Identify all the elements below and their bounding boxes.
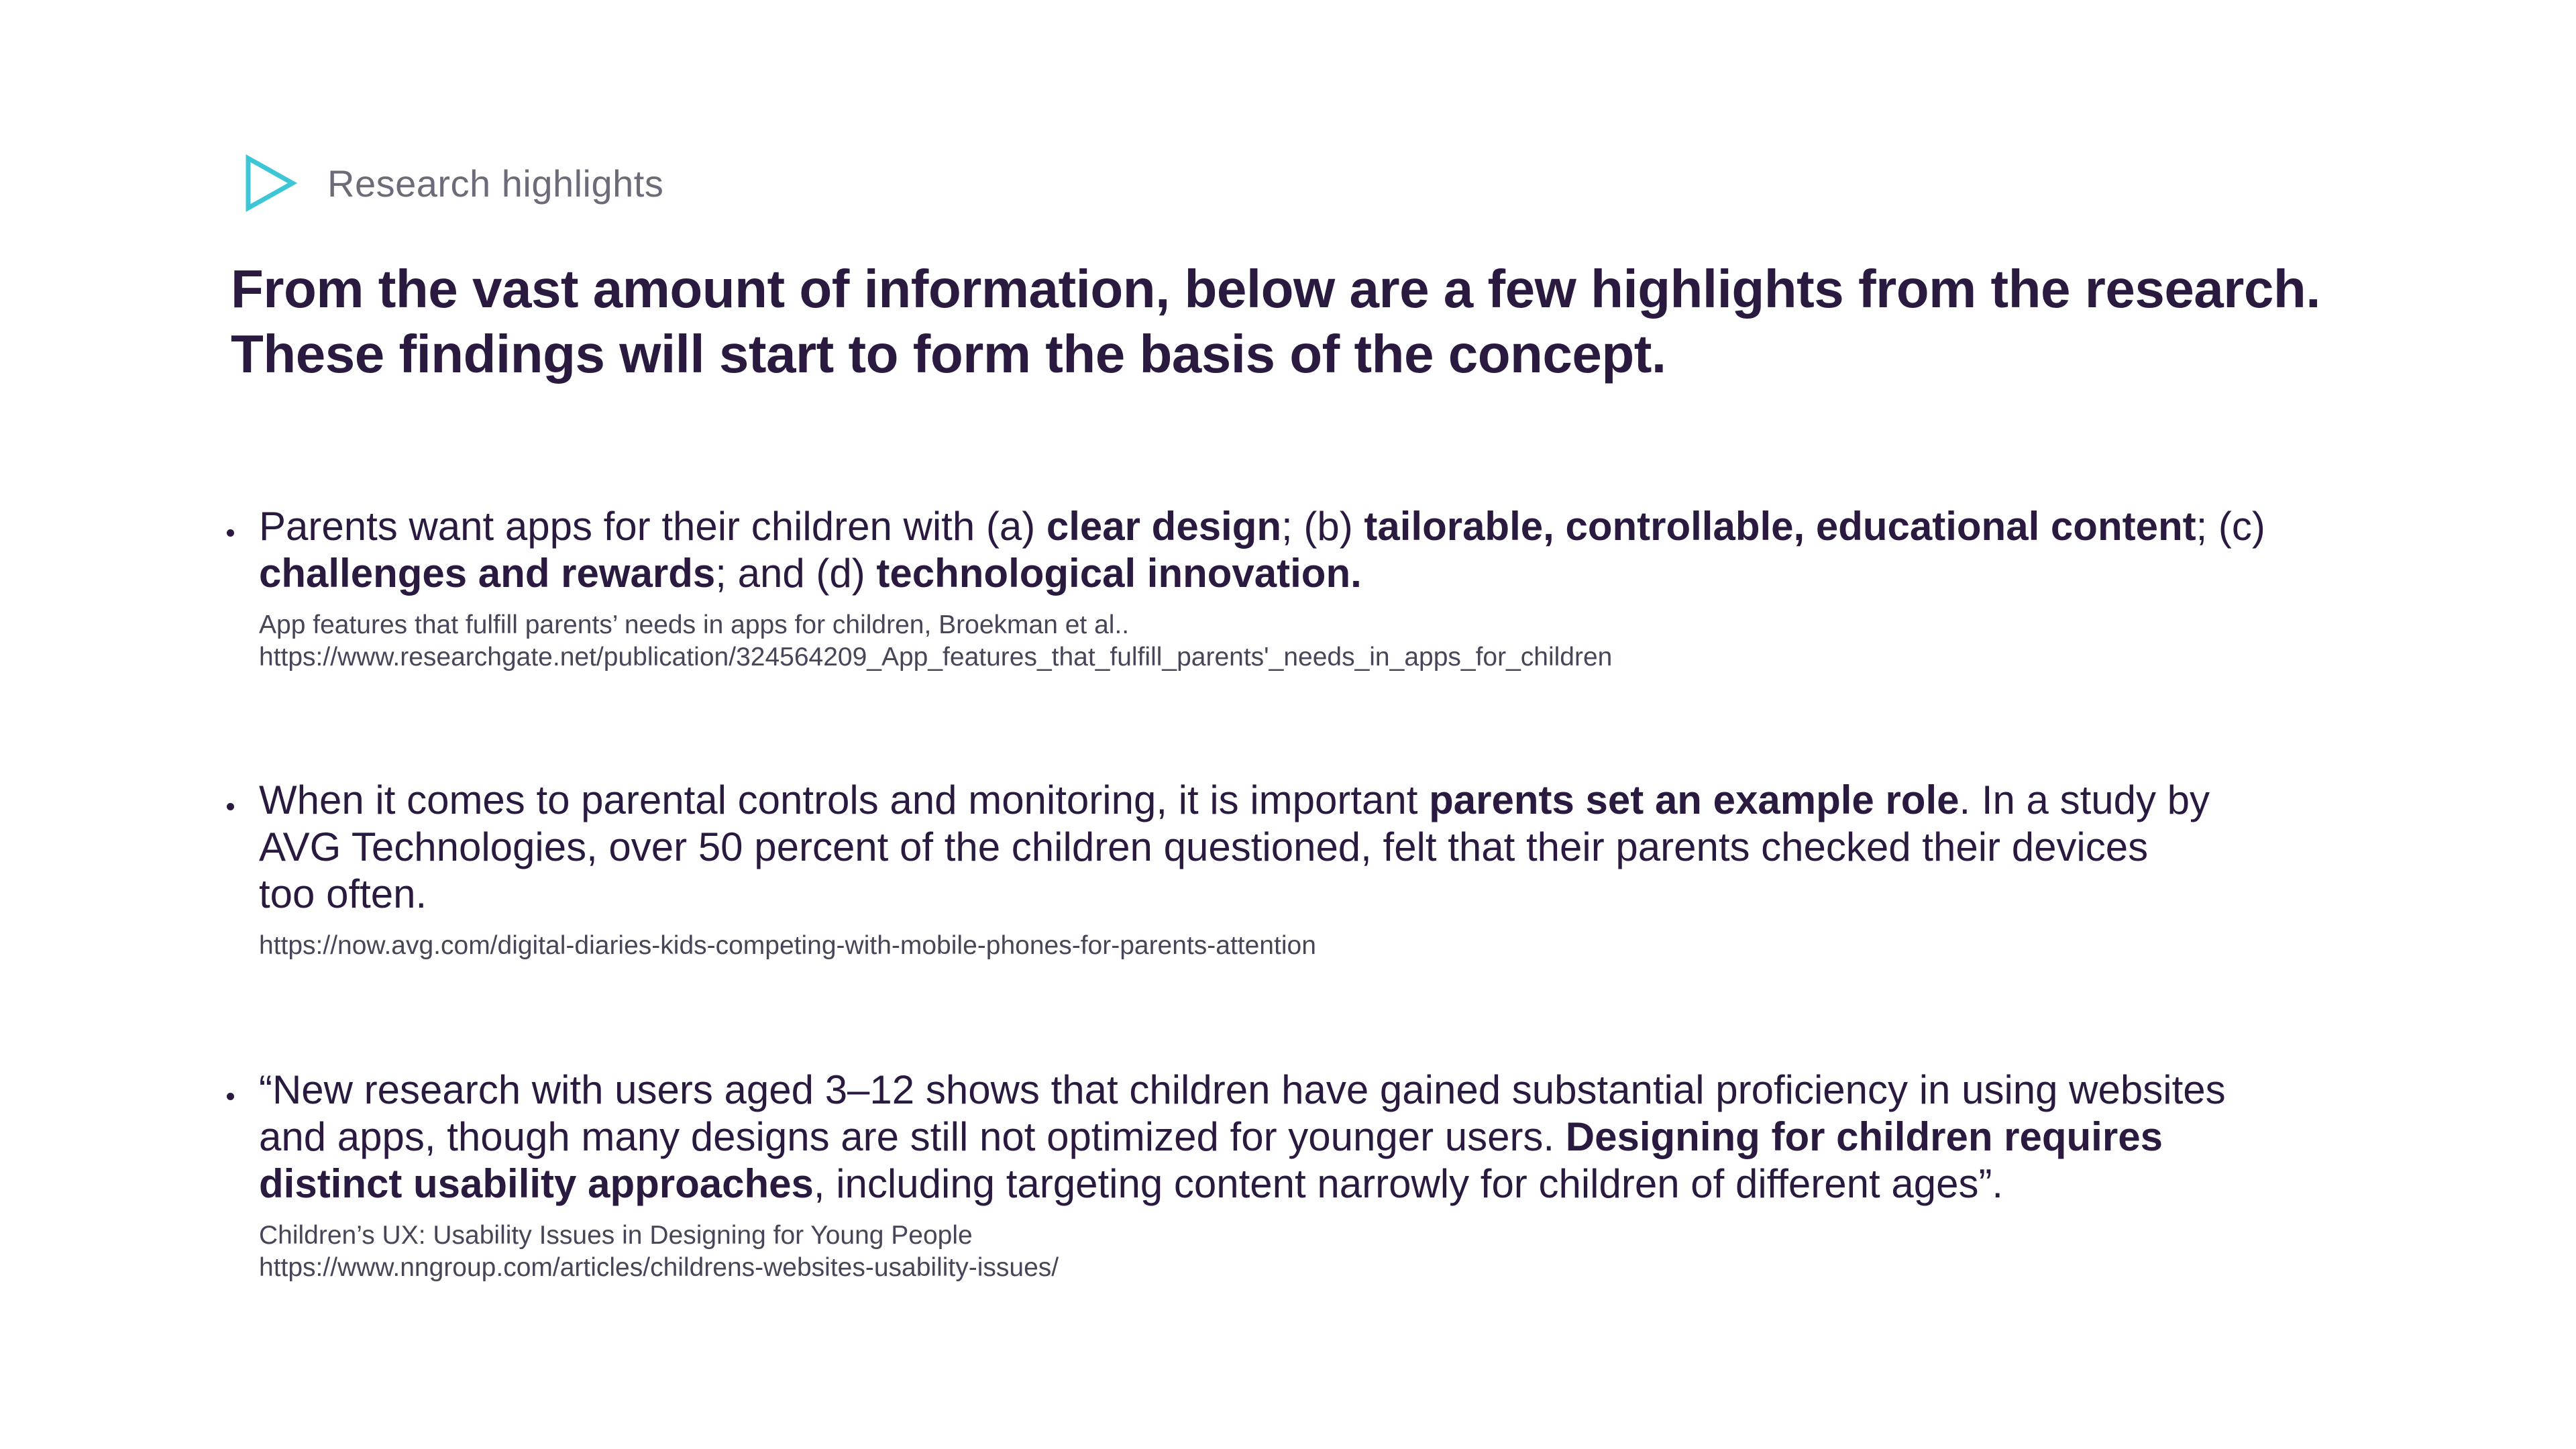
text-run: and apps, though many designs are still not optimized for younger users. [259, 1114, 1566, 1159]
play-outline-icon [243, 154, 298, 212]
text-line: “New research with users aged 3–12 shows that children have gained substantial proficiency in using websites [259, 1067, 2226, 1112]
bullet-dot [227, 1093, 234, 1100]
citation-title: App features that fulfill parents’ needs in apps for children, Broekman et al.. [259, 610, 1130, 639]
text-line [259, 1161, 2365, 1208]
highlight-item-usability [259, 1067, 2365, 1284]
text-run: When it comes to parental controls and monitoring, it is important [259, 777, 1430, 822]
text-line: too often. [259, 871, 427, 916]
section-label: Research highlights [327, 162, 664, 205]
section-header [243, 153, 663, 213]
text-run: Parents want apps for their children with (a) [259, 504, 1046, 549]
text-line [259, 777, 2365, 824]
citation-url: https://www.nngroup.com/articles/childrens-websites-usability-issues/ [259, 1253, 1059, 1282]
highlight-text [259, 1067, 2365, 1208]
bullet-dot [227, 803, 234, 810]
text-run: . In a study by [1959, 777, 2210, 822]
citation [259, 930, 2365, 962]
text-run: ; (c) [2196, 504, 2265, 549]
bold-run: challenges and rewards [259, 551, 716, 596]
bold-run: tailorable, controllable, educational content [1364, 504, 2196, 549]
intro-line-2: These findings will start to form the basis of the concept. [231, 324, 1666, 384]
citation [259, 609, 2365, 674]
citation-url: https://now.avg.com/digital-diaries-kids-competing-with-mobile-phones-for-parents-attention [259, 931, 1316, 960]
text-run: ; and (d) [715, 551, 877, 596]
citation-url: https://www.researchgate.net/publication/324564209_App_features_that_fulfill_parents'_needs_in_apps_for_children [259, 643, 1613, 672]
bold-run: parents set an example role [1429, 777, 1960, 822]
highlight-text [259, 777, 2365, 918]
highlight-item-parents-apps [259, 503, 2365, 674]
bullet-dot [227, 529, 234, 537]
bold-run: clear design [1046, 504, 1282, 549]
text-line [259, 1114, 2365, 1161]
text-run: ; (b) [1281, 504, 1364, 549]
text-line [259, 550, 2365, 597]
intro-heading [231, 256, 2377, 386]
bold-run: distinct usability approaches [259, 1161, 814, 1206]
highlight-item-parental-controls [259, 777, 2365, 962]
citation [259, 1220, 2365, 1284]
bold-run: technological innovation. [876, 551, 1362, 596]
text-line [259, 503, 2365, 550]
intro-line-1: From the vast amount of information, below are a few highlights from the research. [231, 259, 2321, 319]
highlight-text [259, 503, 2365, 597]
bold-run: Designing for children requires [1565, 1114, 2163, 1159]
citation-title: Children’s UX: Usability Issues in Designing for Young People [259, 1221, 973, 1250]
text-line: AVG Technologies, over 50 percent of the children questioned, felt that their parents checked their devices [259, 824, 2149, 869]
text-run: , including targeting content narrowly for children of different ages”. [813, 1161, 2004, 1206]
